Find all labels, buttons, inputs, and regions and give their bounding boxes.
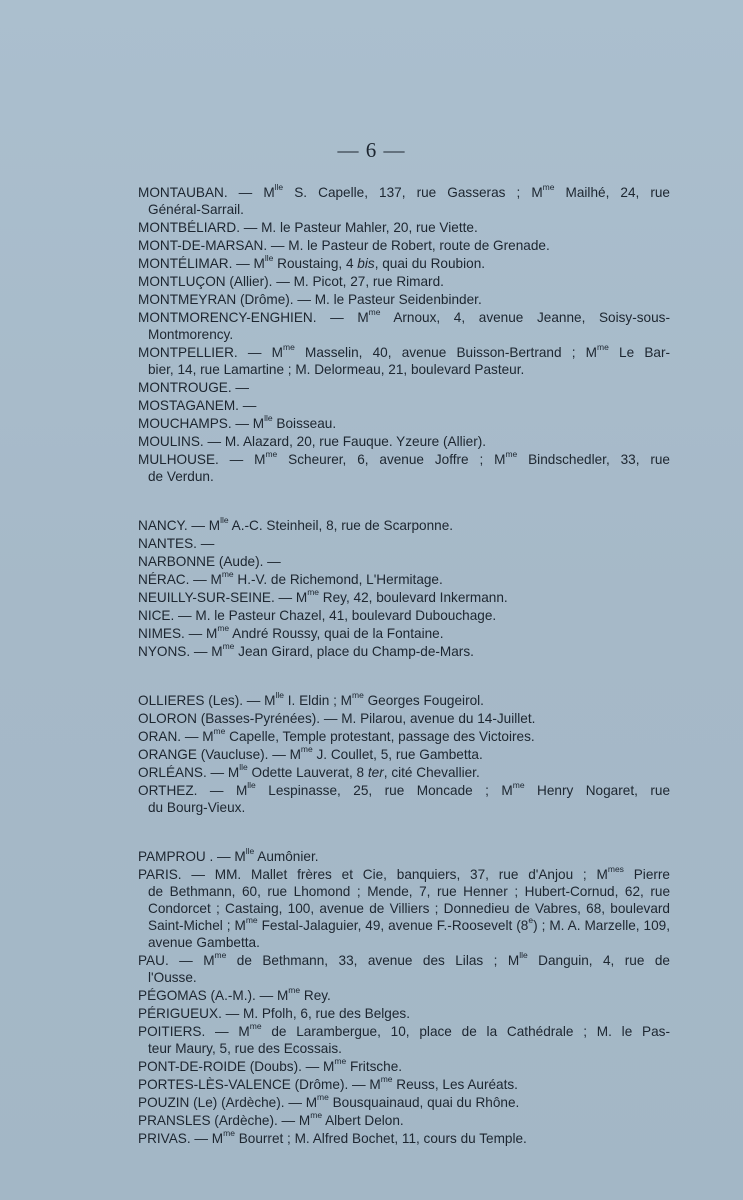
directory-entry bbox=[138, 1094, 670, 1111]
entry-line: POUZIN (Le) (Ardèche). — $M^{me}$ Bousquainaud, quai du Rhône. bbox=[138, 1092, 520, 1110]
directory-entry bbox=[138, 184, 670, 218]
directory-section bbox=[138, 692, 670, 816]
directory-entry bbox=[138, 379, 670, 396]
directory-entry bbox=[138, 710, 670, 727]
directory-entry bbox=[138, 553, 670, 570]
entry-line: ORAN. — $M^{me}$ Capelle, Temple protestant, passage des Victoires. bbox=[138, 726, 535, 744]
entry-continuation: Général-Sarrail. bbox=[148, 202, 244, 217]
entry-line: MOUCHAMPS. — $M^{lle}$ Boisseau. bbox=[138, 413, 337, 431]
entry-line: MONT-DE-MARSAN. — M. le Pasteur de Robert, route de Grenade. bbox=[138, 238, 550, 253]
entry-continuation: bier, 14, rue Lamartine ; M. Delormeau, 21, boulevard Pasteur. bbox=[148, 362, 525, 377]
directory-entry bbox=[138, 535, 670, 552]
section-gap bbox=[138, 486, 670, 517]
entry-line: MONTPELLIER. — $M^{me}$ Masselin, 40, avenue Buisson-Bertrand ; $M^{me}$ Le Bar- bbox=[138, 342, 671, 360]
directory-entry bbox=[138, 291, 670, 308]
entry-line: POITIERS. — $M^{me}$ de Larambergue, 10, place de la Cathédrale ; M. le Pas- bbox=[138, 1021, 670, 1039]
section-gap bbox=[138, 661, 670, 692]
directory-entry bbox=[138, 571, 670, 588]
directory-entry bbox=[138, 219, 670, 236]
entry-line: NANCY. — $M^{lle}$ A.-C. Steinheil, 8, rue de Scarponne. bbox=[138, 515, 454, 533]
entry-line: MONTMORENCY-ENGHIEN. — $M^{me}$ Arnoux, 4, avenue Jeanne, Soisy-sous- bbox=[138, 307, 670, 325]
directory-entry bbox=[138, 866, 670, 951]
directory-entry bbox=[138, 643, 670, 660]
directory-entry bbox=[138, 1130, 670, 1147]
directory-entry bbox=[138, 625, 670, 642]
entry-line: MOSTAGANEM. — bbox=[138, 398, 257, 413]
entry-line: PORTES-LÈS-VALENCE (Drôme). — $M^{me}$ Reuss, Les Auréats. bbox=[138, 1074, 518, 1092]
entry-line: PAU. — $M^{me}$ de Bethmann, 33, avenue des Lilas ; $M^{lle}$ Danguin, 4, rue de bbox=[138, 950, 670, 968]
entry-line: NANTES. — bbox=[138, 536, 215, 551]
entry-line: MOULINS. — M. Alazard, 20, rue Fauque. Yzeure (Allier). bbox=[138, 434, 487, 449]
entry-continuation: du Bourg-Vieux. bbox=[148, 800, 246, 815]
directory-section bbox=[138, 517, 670, 660]
entry-continuation: l'Ousse. bbox=[148, 970, 197, 985]
entry-continuation: de Verdun. bbox=[148, 469, 214, 484]
directory-entry bbox=[138, 607, 670, 624]
entry-line: MONTMEYRAN (Drôme). — M. le Pasteur Seidenbinder. bbox=[138, 292, 482, 307]
entry-line: NEUILLY-SUR-SEINE. — $M^{me}$ Rey, 42, boulevard Inkermann. bbox=[138, 587, 508, 605]
entry-line: MONTAUBAN. — $M^{lle}$ S. Capelle, 137, rue Gasseras ; $M^{me}$ Mailhé, 24, rue bbox=[138, 182, 670, 200]
entry-line: PÉRIGUEUX. — M. Pfolh, 6, rue des Belges. bbox=[138, 1006, 410, 1021]
directory-entry bbox=[138, 764, 670, 781]
entry-line: PONT-DE-ROIDE (Doubs). — $M^{me}$ Fritsche. bbox=[138, 1056, 403, 1074]
directory-entry bbox=[138, 273, 670, 290]
directory-entry bbox=[138, 344, 670, 378]
directory-entry bbox=[138, 952, 670, 986]
directory-listing bbox=[138, 184, 670, 1148]
entry-line: NÉRAC. — $M^{me}$ H.-V. de Richemond, L'Hermitage. bbox=[138, 569, 443, 587]
directory-entry bbox=[138, 728, 670, 745]
directory-entry bbox=[138, 517, 670, 534]
directory-entry bbox=[138, 987, 670, 1004]
directory-entry bbox=[138, 692, 670, 709]
entry-continuation: Montmorency. bbox=[148, 327, 234, 342]
entry-line: PÉGOMAS (A.-M.). — $M^{me}$ Rey. bbox=[138, 985, 331, 1003]
entry-line: MONTROUGE. — bbox=[138, 380, 250, 395]
entry-continuation: teur Maury, 5, rue des Ecossais. bbox=[148, 1041, 342, 1056]
entry-line: NYONS. — $M^{me}$ Jean Girard, place du Champ-de-Mars. bbox=[138, 641, 474, 659]
directory-entry bbox=[138, 589, 670, 606]
directory-entry bbox=[138, 1005, 670, 1022]
directory-entry bbox=[138, 237, 670, 254]
entry-line: MONTLUÇON (Allier). — M. Picot, 27, rue Rimard. bbox=[138, 274, 444, 289]
directory-entry bbox=[138, 746, 670, 763]
directory-entry bbox=[138, 451, 670, 485]
directory-entry bbox=[138, 415, 670, 432]
directory-entry bbox=[138, 309, 670, 343]
directory-section bbox=[138, 184, 670, 485]
directory-section bbox=[138, 848, 670, 1147]
directory-entry bbox=[138, 1058, 670, 1075]
entry-line: ORANGE (Vaucluse). — $M^{me}$ J. Coullet, 5, rue Gambetta. bbox=[138, 744, 483, 762]
directory-entry bbox=[138, 848, 670, 865]
page-number: — 6 — bbox=[337, 138, 406, 162]
entry-continuation: de Bethmann, 60, rue Lhomond ; Mende, 7, rue Henner ; Hubert-Cornud, 62, rue Condorcet ; Castaing, 100, avenue de Villiers ; Donnedieu de Vabres, 68, boulevard Saint-Michel ; $M^{me}$ Festal-Jalaguier, 49, avenue F.-Roosevelt (8e) ; M. A. Marzelle, 109, avenue Gambetta. bbox=[148, 884, 671, 950]
directory-entry bbox=[138, 1112, 670, 1129]
entry-line: NICE. — M. le Pasteur Chazel, 41, boulevard Dubouchage. bbox=[138, 608, 497, 623]
directory-entry bbox=[138, 1076, 670, 1093]
entry-line: MULHOUSE. — $M^{me}$ Scheurer, 6, avenue Joffre ; $M^{me}$ Bindschedler, 33, rue bbox=[138, 449, 670, 467]
directory-entry bbox=[138, 1023, 670, 1057]
directory-entry bbox=[138, 255, 670, 272]
entry-line: NIMES. — $M^{me}$ André Roussy, quai de la Fontaine. bbox=[138, 623, 444, 641]
entry-line: PAMPROU . — $M^{lle}$ Aumônier. bbox=[138, 846, 319, 864]
section-gap bbox=[138, 817, 670, 848]
directory-entry bbox=[138, 782, 670, 816]
entry-line: NARBONNE (Aude). — bbox=[138, 554, 281, 569]
entry-line: PRIVAS. — $M^{me}$ Bourret ; M. Alfred Bochet, 11, cours du Temple. bbox=[138, 1128, 527, 1146]
entry-line: OLORON (Basses-Pyrénées). — M. Pilarou, avenue du 14-Juillet. bbox=[138, 711, 536, 726]
entry-line: PARIS. — MM. Mallet frères et Cie, banquiers, 37, rue d'Anjou ; $M^{mes}$ Pierre bbox=[138, 864, 670, 882]
entry-line: MONTÉLIMAR. — $M^{lle}$ Roustaing, 4 bis, quai du Roubion. bbox=[138, 253, 486, 271]
entry-line: ORTHEZ. — $M^{lle}$ Lespinasse, 25, rue Moncade ; $M^{me}$ Henry Nogaret, rue bbox=[138, 780, 670, 798]
entry-line: ORLÉANS. — $M^{lle}$ Odette Lauverat, 8 ter, cité Chevallier. bbox=[138, 762, 480, 780]
directory-entry bbox=[138, 433, 670, 450]
directory-entry bbox=[138, 397, 670, 414]
entry-line: OLLIERES (Les). — $M^{lle}$ I. Eldin ; $M^{me}$ Georges Fougeirol. bbox=[138, 690, 484, 708]
entry-line: MONTBÉLIARD. — M. le Pasteur Mahler, 20, rue Viette. bbox=[138, 220, 478, 235]
entry-line: PRANSLES (Ardèche). — $M^{me}$ Albert Delon. bbox=[138, 1110, 404, 1128]
